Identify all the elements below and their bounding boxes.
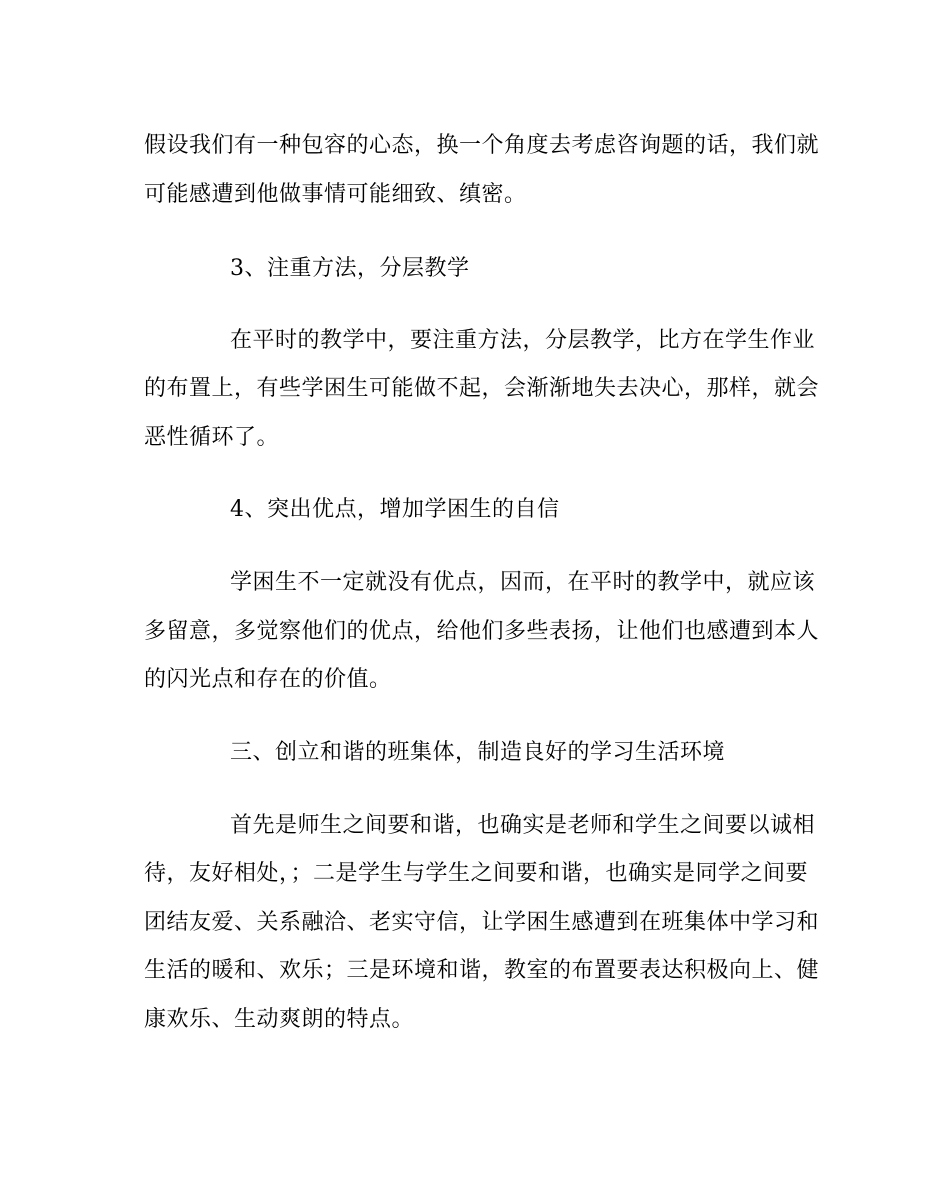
paragraph-line: 多留意，多觉察他们的优点，给他们多些表扬，让他们也感遭到本人 xyxy=(144,619,820,644)
section-heading: 三、创立和谐的班集体，制造良好的学习生活环境 xyxy=(230,740,726,765)
paragraph-line: 假设我们有一种包容的心态，换一个角度去考虑咨询题的话，我们就 xyxy=(144,133,820,158)
paragraph-line: 生活的暖和、欢乐；三是环境和谐，教室的布置要表达积极向上、健 xyxy=(144,958,820,983)
paragraph-line: 学困生不一定就没有优点，因而，在平时的教学中，就应该 xyxy=(230,570,816,595)
section-heading: 3、注重方法，分层教学 xyxy=(230,256,470,281)
section-heading: 4、突出优点，增加学困生的自信 xyxy=(230,497,560,522)
paragraph-line: 康欢乐、生动爽朗的特点。 xyxy=(144,1007,415,1032)
paragraph-line: 在平时的教学中，要注重方法，分层教学，比方在学生作业 xyxy=(230,328,816,353)
paragraph-line: 待，友好相处，；二是学生与学生之间要和谐，也确实是同学之间要 xyxy=(144,861,809,886)
paragraph-line: 首先是师生之间要和谐，也确实是老师和学生之间要以诚相 xyxy=(230,813,816,838)
paragraph-line: 的闪光点和存在的价值。 xyxy=(144,667,392,692)
paragraph-line: 的布置上，有些学困生可能做不起，会渐渐地失去决心，那样，就会 xyxy=(144,376,820,401)
paragraph-line: 恶性循环了。 xyxy=(144,425,280,450)
paragraph-line: 团结友爱、关系融洽、老实守信，让学困生感遭到在班集体中学习和 xyxy=(144,910,820,935)
paragraph-line: 可能感遭到他做事情可能细致、缜密。 xyxy=(144,182,527,207)
